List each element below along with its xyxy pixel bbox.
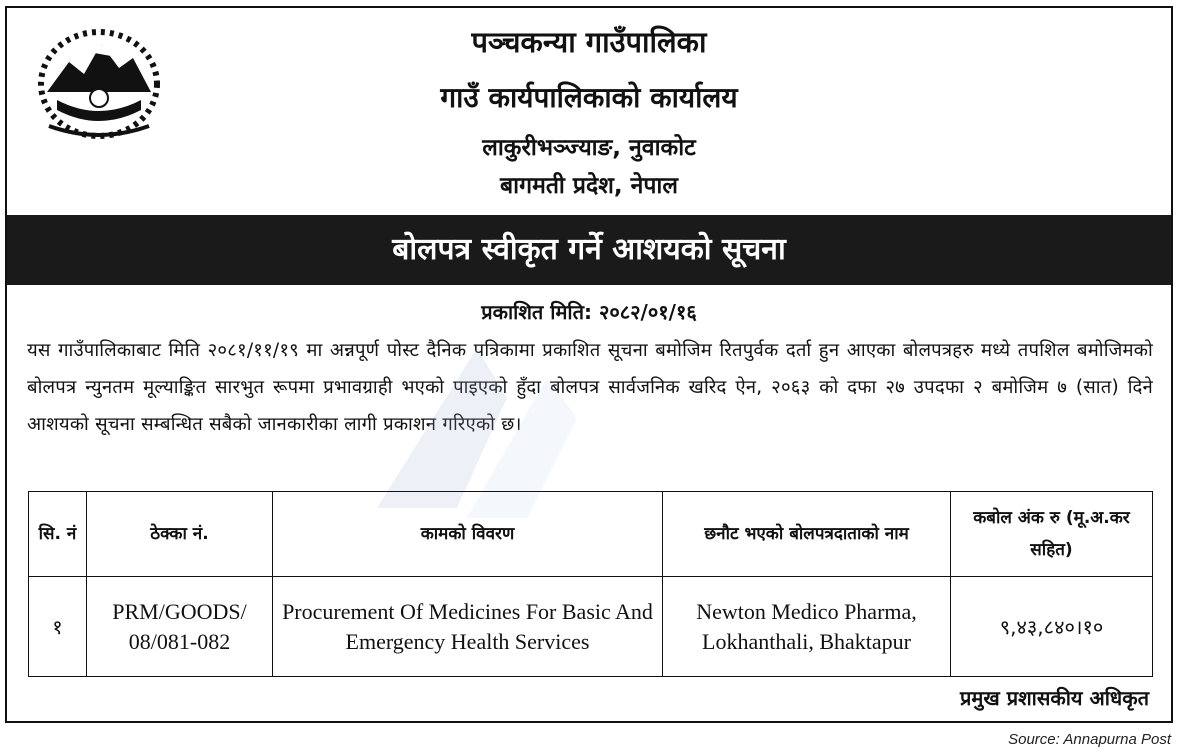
source-credit: Source: Annapurna Post [1008, 731, 1171, 748]
header-contract-no: ठेक्का नं. [87, 492, 273, 577]
office-name: गाउँ कार्यपालिकाको कार्यालय [440, 81, 738, 114]
cell-contract-no: PRM/GOODS/ 08/081-082 [87, 577, 273, 677]
notice-body: यस गाउँपालिकाबाट मिति २०८१/११/१९ मा अन्नपूर्ण पोस्ट दैनिक पत्रिकामा प्रकाशित सूचना बमोजिम रितपुर्वक दर्ता हुन आएका बोलपत्रहरु मध्ये तपशिल बमोजिमको बोलपत्र न्युनतम मूल्याङ्कित सारभुत रूपमा प्रभावग्राही भएको पाइएको हुँदा बोलपत्र सार्वजनिक खरिद ऐन, २०६३ को दफा २७ उपदफा २ बमोजिम ७ (सात) दिने आशयको सूचना सम्बन्धित सबैको जानकारीका लागी प्रकाशन गरिएको छ। [27, 340, 1153, 435]
municipality-name: पञ्चकन्या गाउँपालिका [471, 25, 707, 59]
cell-description: Procurement Of Medicines For Basic And Emergency Health Services [273, 577, 663, 677]
cell-amount: ९,४३,८४०।१० [951, 577, 1153, 677]
signatory: प्रमुख प्रशासकीय अधिकृत [960, 686, 1149, 710]
office-province: बागमती प्रदेश, नेपाल [500, 173, 678, 199]
awards-table [28, 491, 1153, 677]
office-address: लाकुरीभञ्ज्याङ, नुवाकोट [482, 135, 696, 161]
published-date: प्रकाशित मिति: २०८२/०१/१६ [481, 300, 697, 324]
header-bidder: छनौट भएको बोलपत्रदाताको नाम [663, 492, 951, 577]
cell-bidder: Newton Medico Pharma, Lokhanthali, Bhaktapur [663, 577, 951, 677]
header-serial: सि. नं [29, 492, 87, 577]
header-description: कामको विवरण [273, 492, 663, 577]
notice-frame [5, 6, 1173, 723]
notice-title: बोलपत्र स्वीकृत गर्ने आशयको सूचना [7, 215, 1171, 285]
table-row [29, 577, 1153, 677]
header-amount: कबोल अंक रु (मू.अ.कर सहित) [951, 492, 1153, 577]
table-header-row [29, 492, 1153, 577]
cell-serial: १ [29, 577, 87, 677]
